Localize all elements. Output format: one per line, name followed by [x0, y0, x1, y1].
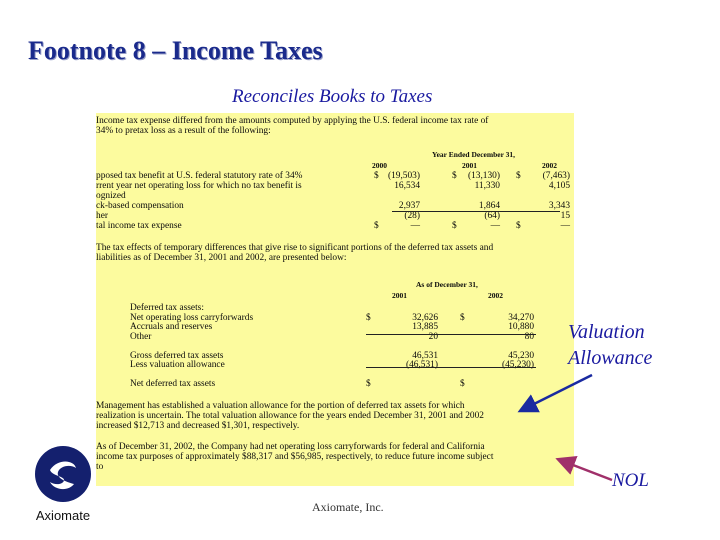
rate-row-value: 3,343: [548, 201, 570, 211]
rate-row-value: (13,130): [467, 171, 500, 181]
intro-line-1: Income tax expense differed from the amounts computed by applying the U.S. federal income tax rate of: [96, 116, 489, 126]
mgmt-line-1: Management has established a valuation allowance for the portion of deferred tax assets for which: [96, 401, 465, 411]
dollar-sign: $: [516, 221, 521, 231]
deferred-row-value: 34,270: [508, 312, 534, 323]
dollar-sign: $: [460, 312, 465, 323]
year-header-2002: 2002: [542, 161, 557, 170]
footer-company: Axiomate, Inc.: [312, 500, 384, 514]
effects-line-2: liabilities as of December 31, 2001 and 2002, are presented below:: [96, 253, 347, 263]
rate-row: [96, 191, 574, 201]
deferred-row: [96, 351, 574, 361]
deferred-row-label: Net operating loss carryforwards: [130, 312, 254, 323]
rate-row-label: pposed tax benefit at U.S. federal statutory rate of 34%: [96, 171, 303, 181]
deferred-row-label: Gross deferred tax assets: [130, 350, 224, 361]
rate-row: [96, 171, 574, 181]
deferred-row: [96, 322, 574, 332]
deferred-row-value: 13,885: [412, 322, 438, 332]
rate-row-label: ognized: [96, 191, 126, 201]
deferred-row: [96, 370, 574, 380]
rate-row-value: (28): [404, 211, 420, 221]
mgmt-line-2: realization is uncertain. The total valuation allowance for the years ended December 31, 2001 and 2002: [96, 411, 484, 421]
deferred-row-label: Net deferred tax assets: [130, 379, 216, 389]
logo-wordmark: Axiomate: [35, 508, 91, 523]
year-header-2001: 2001: [462, 161, 477, 170]
rate-row-label: rrent year net operating loss for which no tax benefit is: [96, 181, 302, 191]
deferred-row-value: (46,531): [405, 360, 438, 370]
rate-row-value: 2,937: [398, 201, 420, 211]
callout-valuation-line-1: Valuation: [568, 321, 645, 343]
deferred-row-value: 80: [524, 331, 534, 342]
rate-row: [96, 221, 574, 231]
rate-row-value: —: [410, 221, 420, 231]
rate-row-label: her: [96, 211, 108, 221]
rate-row-label: ck-based compensation: [96, 201, 184, 211]
deferred-row-label: Accruals and reserves: [130, 322, 213, 332]
dollar-sign: $: [366, 312, 371, 323]
scanned-footnote: [96, 113, 574, 486]
rate-row-value: —: [560, 221, 570, 231]
slide-subtitle: Reconciles Books to Taxes: [232, 86, 433, 107]
rule-gross: [366, 334, 536, 335]
rate-row-value: (19,503): [387, 171, 420, 181]
rate-row-label: tal income tax expense: [96, 221, 182, 231]
deferred-row-label: Other: [130, 331, 152, 342]
dollar-sign: $: [452, 221, 457, 231]
deferred-row-value: 32,626: [412, 312, 438, 323]
rate-row-value: (64): [484, 211, 500, 221]
year-header-2000: 2000: [372, 161, 387, 170]
asof-year-2002: 2002: [488, 291, 503, 300]
rate-row-value: 16,534: [394, 181, 420, 191]
deferred-row-value: 46,531: [412, 350, 438, 361]
deferred-row: [96, 313, 574, 323]
rule-subtotal: [392, 211, 560, 212]
deferred-row: [96, 341, 574, 351]
rate-row: [96, 201, 574, 211]
rate-row-value: —: [490, 221, 500, 231]
dollar-sign: $: [374, 171, 379, 181]
effects-line-1: The tax effects of temporary differences that give rise to significant portions of the deferred tax assets and: [96, 243, 494, 253]
rate-row-value: 4,105: [548, 181, 570, 191]
deferred-row: [96, 379, 574, 389]
dollar-sign: $: [452, 171, 457, 181]
rate-row-value: 11,330: [474, 181, 500, 191]
year-ended-header: Year Ended December 31,: [432, 150, 516, 159]
dollar-sign: $: [366, 379, 371, 389]
rate-row-value: (7,463): [542, 171, 570, 181]
rule-net: [366, 367, 536, 368]
deferred-row-value: 10,880: [508, 322, 534, 332]
rate-row: [96, 181, 574, 191]
deferred-row-value: 20: [428, 331, 438, 342]
intro-line-2: 34% to pretax loss as a result of the following:: [96, 126, 271, 136]
deferred-row-label: Deferred tax assets:: [130, 303, 204, 313]
dollar-sign: $: [374, 221, 379, 231]
as-of-header: As of December 31,: [416, 280, 478, 289]
deferred-row: [96, 332, 574, 342]
nol-line-3: to: [96, 462, 104, 472]
deferred-row-label: Less valuation allowance: [130, 360, 225, 370]
asof-year-2001: 2001: [392, 291, 407, 300]
nol-line-1: As of December 31, 2002, the Company had net operating loss carryforwards for federal and California: [96, 442, 485, 452]
mgmt-line-3: increased $12,713 and decreased $1,301, respectively.: [96, 421, 300, 431]
callout-valuation-line-2: Allowance: [568, 347, 653, 369]
rate-row-value: 15: [560, 211, 570, 221]
dollar-sign: $: [516, 171, 521, 181]
rate-row-value: 1,864: [478, 201, 500, 211]
rate-row: [96, 211, 574, 221]
callout-nol: NOL: [612, 470, 649, 491]
deferred-row: [96, 360, 574, 370]
slide-title: Footnote 8 – Income Taxes: [28, 36, 323, 65]
deferred-row: [96, 303, 574, 313]
deferred-row-value: 45,230: [508, 350, 534, 361]
nol-line-2: income tax purposes of approximately $88,317 and $56,985, respectively, to reduce future income subject: [96, 452, 494, 462]
deferred-row-value: (45,230): [501, 360, 534, 370]
dollar-sign: $: [460, 379, 465, 389]
